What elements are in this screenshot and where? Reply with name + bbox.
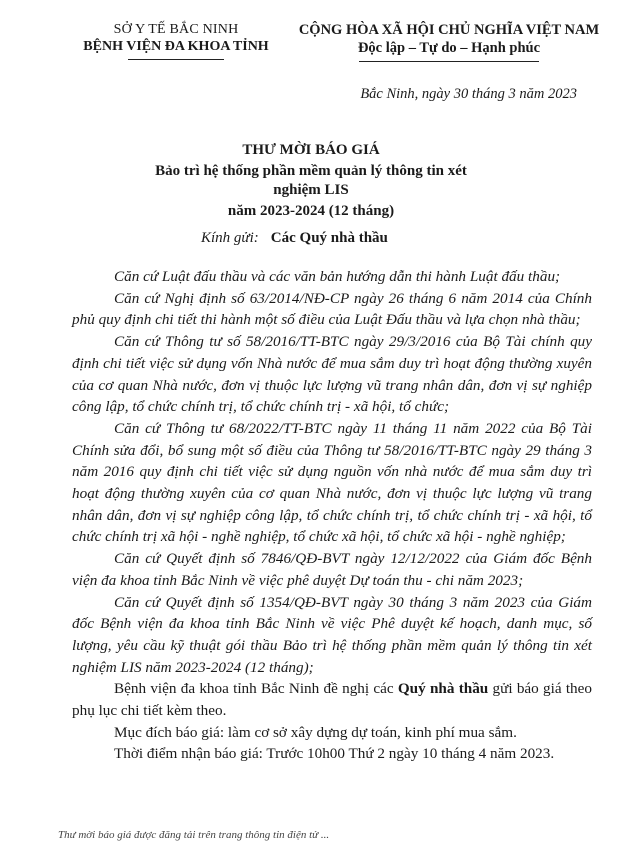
nation-name: CỘNG HÒA XÃ HỘI CHỦ NGHĨA VIỆT NAM — [298, 22, 600, 38]
quote-request-tail: gửi báo giá theo phụ lục chi tiết kèm theo. — [72, 680, 592, 720]
legal-basis-6: Căn cứ Quyết định số 1354/QĐ-BVT ngày 30 tháng 3 năm 2023 của Giám đốc Bệnh viện đa khoa tỉnh Bắc Ninh về việc Phê duyệt kế hoạch, danh mục, số lượng, yêu cầu kỹ thuật gói thầu Bảo trì hệ thống phần mềm quản lý thông tin xét nghiệm LIS năm 2023-2024 (12 tháng); — [72, 593, 592, 676]
national-motto: Độc lập – Tự do – Hạnh phúc — [357, 40, 541, 56]
motto-underline — [359, 61, 539, 62]
quote-request-recipient: Quý nhà thầu — [397, 680, 489, 698]
legal-basis-1: Căn cứ Luật đấu thầu và các văn bản hướng dẫn thi hành Luật đấu thầu; — [114, 268, 561, 285]
legal-basis-2: Căn cứ Nghị định số 63/2014/NĐ-CP ngày 26 tháng 6 năm 2014 của Chính phủ quy định chi tiết thi hành một số điều của Luật Đấu thầu và lựa chọn nhà thầu; — [72, 289, 592, 329]
quote-request — [72, 678, 592, 721]
agency-underline — [128, 59, 224, 60]
document-subtitle-1: Bảo trì hệ thống phần mềm quản lý thông tin xét nghiệm LIS — [155, 163, 467, 198]
issuing-agency — [66, 22, 286, 60]
quote-request-text: Bệnh viện đa khoa tỉnh Bắc Ninh đề nghị các — [114, 680, 398, 698]
place-date: Bắc Ninh, ngày 30 tháng 3 năm 2023 — [360, 86, 577, 102]
legal-basis-4: Căn cứ Thông tư 68/2022/TT-BTC ngày 11 tháng 11 năm 2022 của Bộ Tài Chính sửa đổi, bổ sung một số điều của Thông tư 58/2016/TT-BTC ngày 29 tháng 3 năm 2016 quy định chi tiết việc sử dụng nguồn vốn nhà nước để mua sắm duy trì hoạt động thường xuyên của cơ quan Nhà nước, đơn vị thuộc lực lượng vũ trang nhân dân, đơn vị sự nghiệp công lập, tổ chức chính trị, tổ chức chính trị - xã hội, tổ chức chính trị xã hội - nghề nghiệp, tổ chức xã hội, tổ chức xã hội - nghề nghiệp; — [72, 419, 592, 546]
agency-name: BỆNH VIỆN ĐA KHOA TỈNH — [83, 39, 269, 54]
legal-basis-3: Căn cứ Thông tư số 58/2016/TT-BTC ngày 29/3/2016 của Bộ Tài chính quy định chi tiết việc sử dụng vốn Nhà nước để mua sắm duy trì hoạt động thường xuyên của cơ quan Nhà nước, đơn vị thuộc lực lượng vũ trang nhân dân, đơn vị sự nghiệp công lập, tổ chức chính trị, tổ chức chính trị - xã hội, tổ chức; — [72, 333, 592, 416]
national-header — [288, 22, 610, 62]
document-title: THƯ MỜI BÁO GIÁ — [242, 142, 380, 158]
letter-body — [72, 266, 592, 765]
parent-agency: SỞ Y TẾ BẮC NINH — [113, 22, 239, 37]
salutation-recipient: Các Quý nhà thầu — [270, 230, 388, 246]
document-subtitle-2: năm 2023-2024 (12 tháng) — [227, 203, 395, 219]
quote-purpose: Mục đích báo giá: làm cơ sở xây dựng dự toán, kinh phí mua sắm. — [114, 723, 517, 741]
title-block — [150, 140, 472, 221]
quote-deadline: Thời điểm nhận báo giá: Trước 10h00 Thứ 2 ngày 10 tháng 4 năm 2023. — [114, 745, 555, 763]
legal-basis-5: Căn cứ Quyết định số 7846/QĐ-BVT ngày 12/12/2022 của Giám đốc Bệnh viện đa khoa tỉnh Bắc Ninh về việc phê duyệt Dự toán thu - chi năm 2023; — [72, 550, 592, 589]
truncated-footer-note: Thư mời báo giá được đăng tải trên trang thông tin điện tử ... — [58, 829, 330, 841]
salutation-label: Kính gửi: — [201, 230, 259, 246]
salutation — [201, 230, 388, 247]
